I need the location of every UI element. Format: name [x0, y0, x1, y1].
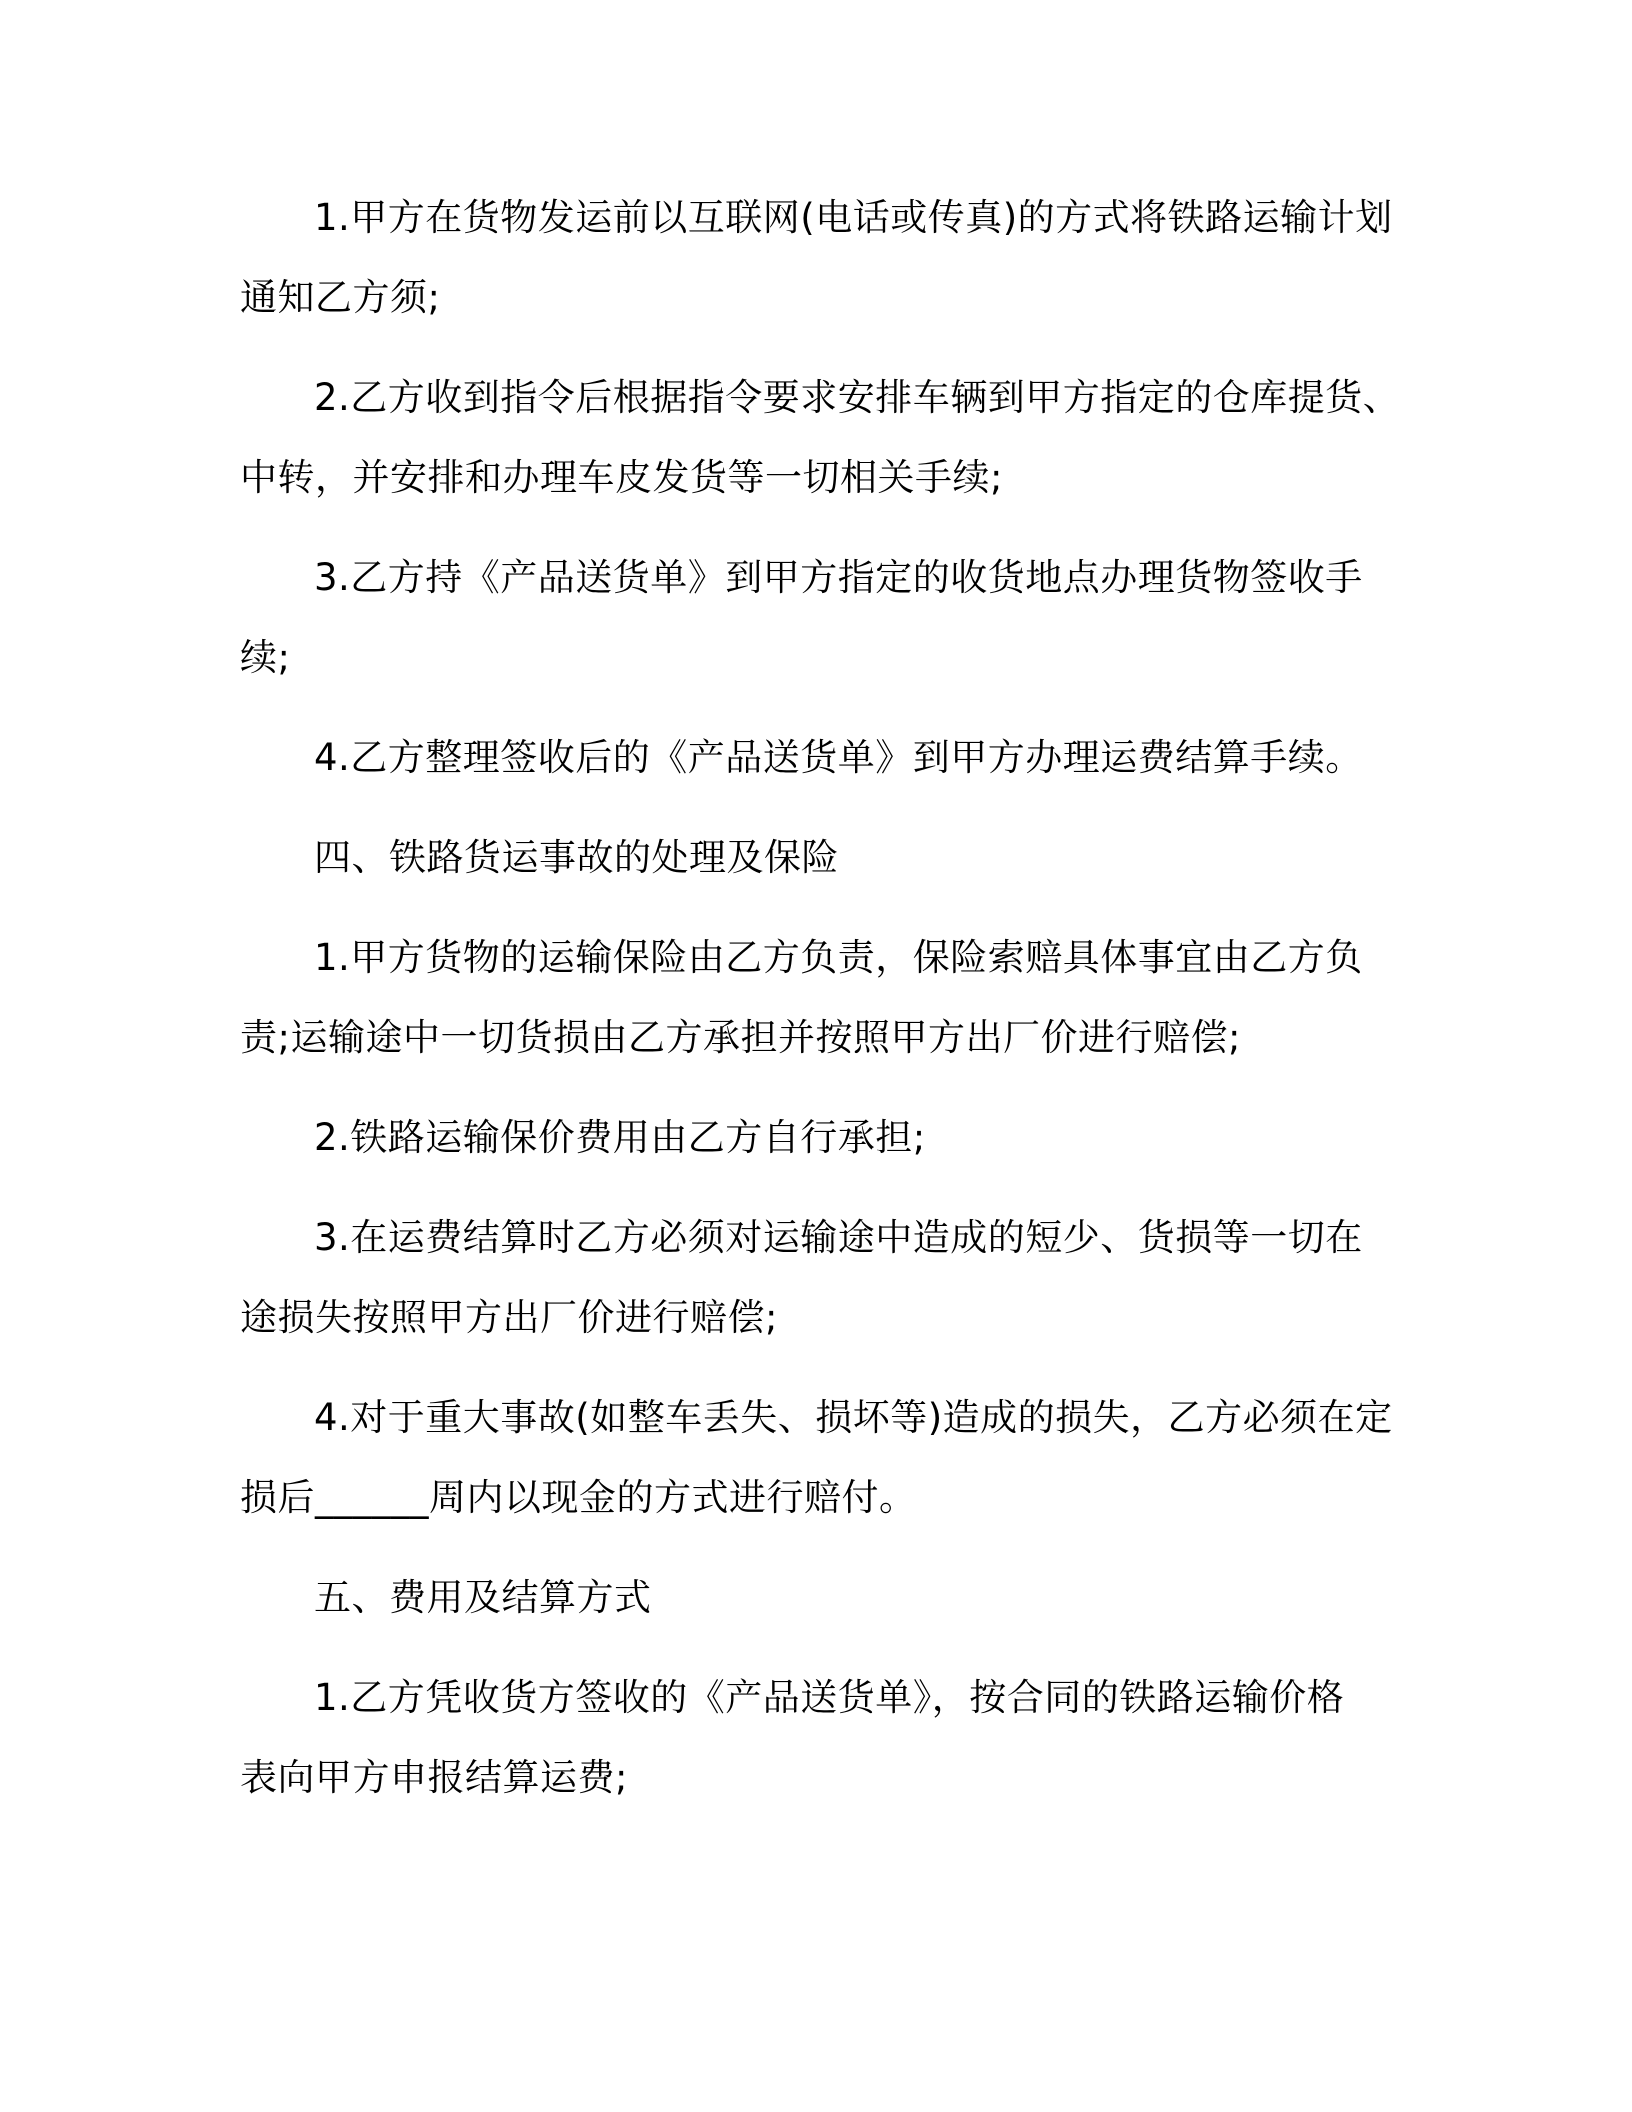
- s4-item-3-line-2: 途损失按照甲方出厂价进行赔偿;: [240, 1296, 778, 1339]
- s3-item-1-line-1: 1.甲方在货物发运前以互联网(电话或传真)的方式将铁路运输计划: [314, 196, 1393, 239]
- s3-item-3-line-2: 续;: [240, 636, 291, 679]
- s5-item-1-line-2: 表向甲方申报结算运费;: [240, 1756, 628, 1799]
- s4-item-2-line-1: 2.铁路运输保价费用由乙方自行承担;: [314, 1116, 926, 1159]
- s3-item-2-line-1: 2.乙方收到指令后根据指令要求安排车辆到甲方指定的仓库提货、: [314, 376, 1401, 419]
- s3-item-2-line-2: 中转，并安排和办理车皮发货等一切相关手续;: [240, 456, 1003, 499]
- s3-item-1-line-2: 通知乙方须;: [240, 276, 441, 319]
- s5-item-1-line-1: 1.乙方凭收货方签收的《产品送货单》，按合同的铁路运输价格: [314, 1676, 1345, 1719]
- s4-heading: 四、铁路货运事故的处理及保险: [314, 836, 839, 879]
- s4-item-4-line-2: 损后______周内以现金的方式进行赔付。: [240, 1476, 917, 1519]
- s4-item-1-line-2: 责;运输途中一切货损由乙方承担并按照甲方出厂价进行赔偿;: [240, 1016, 1241, 1059]
- s3-item-4-line-1: 4.乙方整理签收后的《产品送货单》到甲方办理运费结算手续。: [314, 736, 1363, 779]
- s3-item-3-line-1: 3.乙方持《产品送货单》到甲方指定的收货地点办理货物签收手: [314, 556, 1363, 599]
- s4-item-3-line-1: 3.在运费结算时乙方必须对运输途中造成的短少、货损等一切在: [314, 1216, 1363, 1259]
- s4-item-4-line-1: 4.对于重大事故(如整车丢失、损坏等)造成的损失，乙方必须在定: [314, 1396, 1393, 1439]
- s4-item-1-line-1: 1.甲方货物的运输保险由乙方负责，保险索赔具体事宜由乙方负: [314, 936, 1363, 979]
- s5-heading: 五、费用及结算方式: [314, 1576, 652, 1619]
